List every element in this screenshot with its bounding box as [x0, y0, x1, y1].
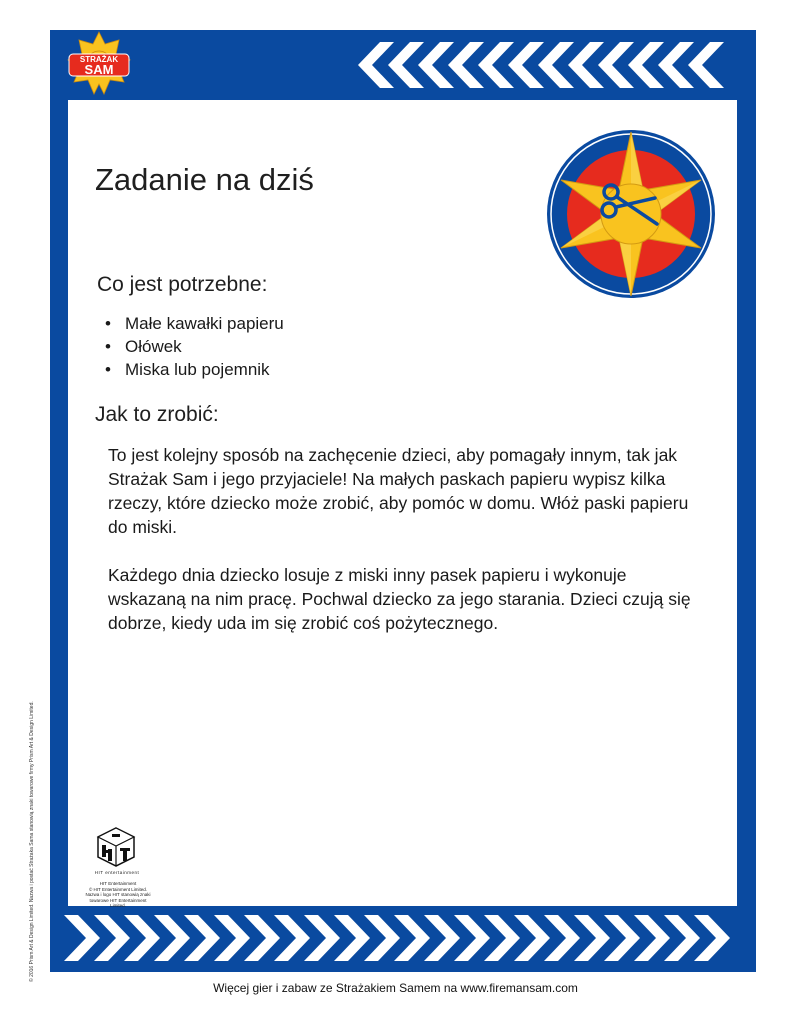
bullet: • — [105, 360, 111, 379]
chevron-strip-bottom — [64, 915, 744, 961]
hit-logo-block — [82, 826, 178, 909]
scissors-badge — [545, 128, 717, 300]
instructions-paragraph-2: Każdego dnia dziecko losuje z miski inny pasek papieru i wykonuje wskazaną na nim pracę. Pochwal dziecko za jego starania. Dzieci czują się dobrze, kiedy uda im się zrobić coś pożytecznego. — [108, 565, 691, 633]
instructions-paragraph-1: To jest kolejny sposób na zachęcenie dzieci, aby pomagały innym, tak jak Strażak Sam i jego przyjaciele! Na małych paskach papieru wypisz kilka rzeczy, które dziecko może zrobić, aby pomóc w domu. Włóż paski papieru do miski. — [108, 445, 689, 537]
chevron-strip-top — [358, 42, 743, 88]
logo-line1: STRAŻAK — [79, 55, 119, 64]
list-item: • Ołówek — [105, 337, 182, 356]
hit-credit: HIT Entertainment © HIT Entertainment Limited. Nazwa i logo HIT stanowią znaki towarowe HIT Entertainment Limited. — [85, 881, 151, 908]
copyright-vertical: © 2016 Prism Art & Design Limited. Nazwa i postać Strażaka Sama stanowią znaki towarowe firmy Prism Art & Design Limited. — [29, 701, 35, 982]
logo-line2: SAM — [84, 62, 114, 77]
page-title: Zadanie na dziś — [95, 162, 314, 197]
list-item: • Miska lub pojemnik — [105, 360, 270, 379]
hit-cube-icon — [96, 826, 136, 868]
bullet: • — [105, 314, 111, 333]
needs-list — [105, 312, 284, 381]
fireman-sam-logo-icon — [64, 30, 134, 100]
bullet: • — [105, 337, 111, 356]
list-item: • Małe kawałki papieru — [105, 314, 284, 333]
hit-name: HIT entertainment — [94, 870, 140, 875]
how-heading: Jak to zrobić: — [95, 403, 219, 426]
needs-heading: Co jest potrzebne: — [97, 273, 268, 296]
footer-link-text: Więcej gier i zabaw ze Strażakiem Samem na www.firemansam.com — [213, 981, 578, 995]
